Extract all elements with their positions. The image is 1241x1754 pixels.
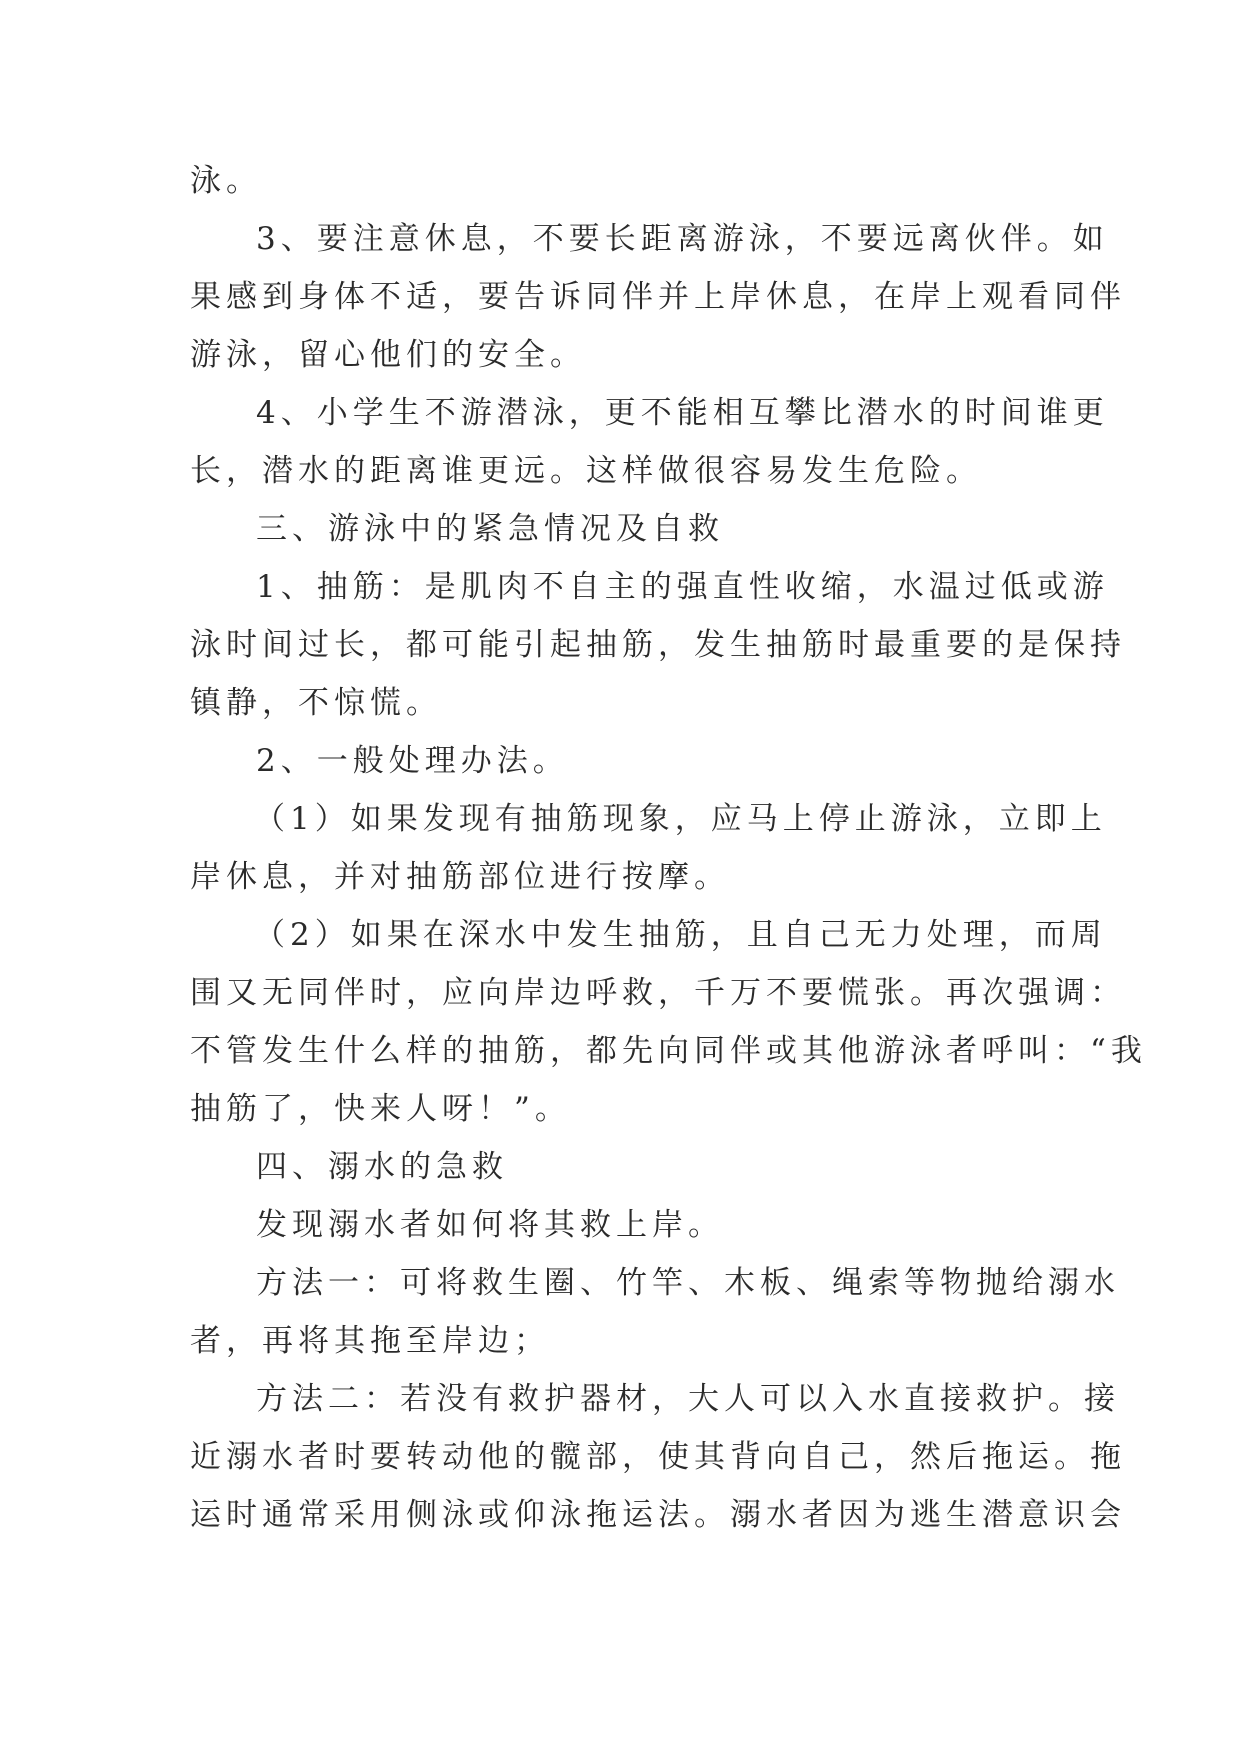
text-line-10: 镇静，不惊慌。	[190, 685, 442, 721]
paragraph-handling-1: （1）如果发现有抽筋现象，应马上停止游泳，立即上	[254, 801, 1107, 837]
paragraph-rest-3: 3、要注意休息，不要长距离游泳，不要远离伙伴。如	[256, 221, 1109, 257]
text-line-3: 果感到身体不适，要告诉同伴并上岸休息，在岸上观看同伴	[190, 279, 1126, 315]
paragraph-cramp-1: 1、抽筋：是肌肉不自主的强直性收缩，水温过低或游	[256, 569, 1109, 605]
section-heading-four: 四、溺水的急救	[256, 1149, 508, 1185]
paragraph-rescue-intro: 发现溺水者如何将其救上岸。	[256, 1207, 724, 1243]
paragraph-general-handling-2: 2、一般处理办法。	[256, 743, 569, 779]
text-line-9: 泳时间过长，都可能引起抽筋，发生抽筋时最重要的是保持	[190, 627, 1126, 663]
text-line-17: 抽筋了，快来人呀！”。	[190, 1091, 571, 1127]
section-heading-three: 三、游泳中的紧急情况及自救	[256, 511, 724, 547]
paragraph-handling-2: （2）如果在深水中发生抽筋，且自己无力处理，而周	[254, 917, 1107, 953]
text-line-16: 不管发生什么样的抽筋，都先向同伴或其他游泳者呼叫：“我	[190, 1033, 1147, 1069]
text-line-15: 围又无同伴时，应向岸边呼救，千万不要慌张。再次强调：	[190, 975, 1126, 1011]
text-line-13: 岸休息，并对抽筋部位进行按摩。	[190, 859, 730, 895]
text-line-6: 长，潜水的距离谁更远。这样做很容易发生危险。	[190, 453, 982, 489]
text-line-23: 近溺水者时要转动他的髋部，使其背向自己，然后拖运。拖	[190, 1439, 1126, 1475]
text-line-21: 者，再将其拖至岸边；	[190, 1323, 550, 1359]
text-line-4: 游泳，留心他们的安全。	[190, 337, 586, 373]
paragraph-no-diving-4: 4、小学生不游潜泳，更不能相互攀比潜水的时间谁更	[256, 395, 1109, 431]
document-body	[190, 152, 1147, 1544]
paragraph-method-one: 方法一：可将救生圈、竹竿、木板、绳索等物抛给溺水	[256, 1265, 1120, 1301]
paragraph-method-two: 方法二：若没有救护器材，大人可以入水直接救护。接	[256, 1381, 1120, 1417]
text-line-1: 泳。	[190, 163, 262, 199]
text-line-24: 运时通常采用侧泳或仰泳拖运法。溺水者因为逃生潜意识会	[190, 1497, 1126, 1533]
